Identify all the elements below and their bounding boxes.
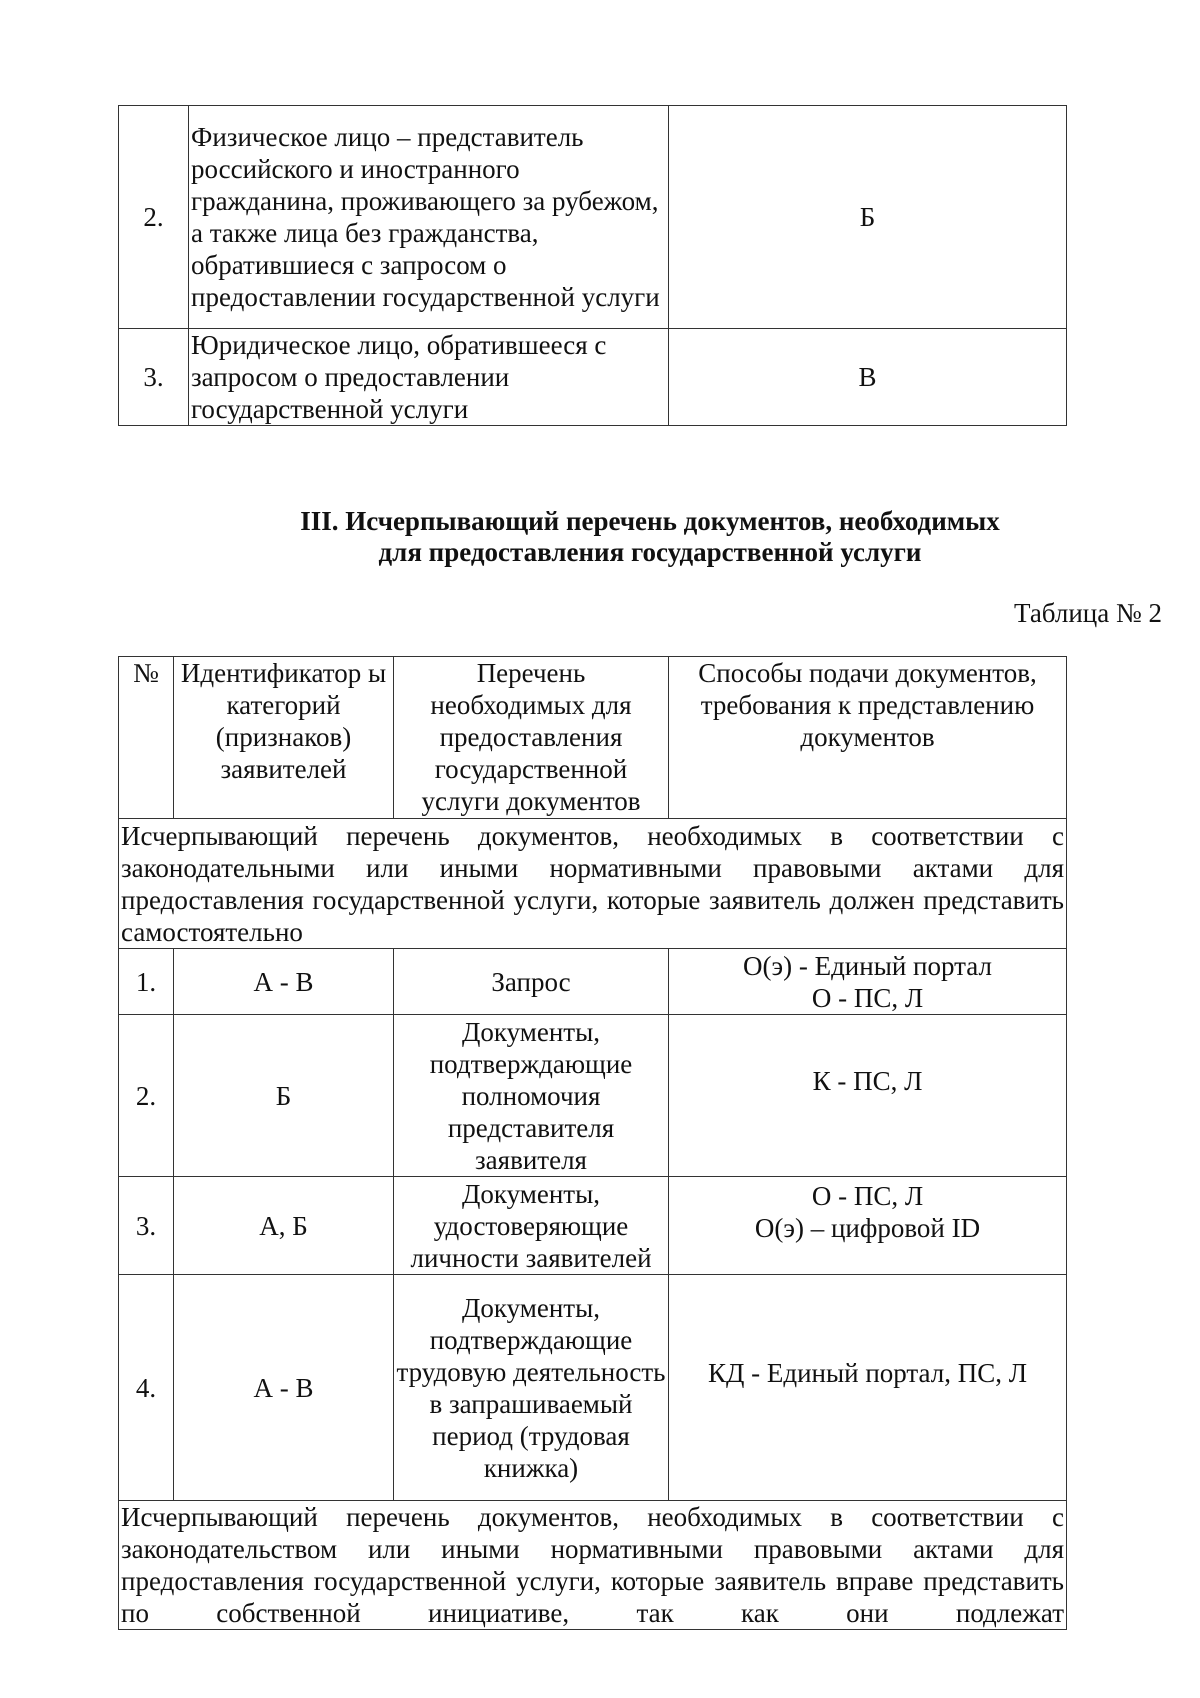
group-description: Исчерпывающий перечень документов, необходимых в соответствии с законодательными или иными нормативными правовыми актами для предоставления государственной услуги, которые заявитель должен представить самостоятельно bbox=[119, 819, 1067, 949]
method-line: К - ПС, Л bbox=[812, 1065, 923, 1096]
method-line: КД - Единый портал, ПС, Л bbox=[707, 1357, 1028, 1388]
row-number: 3. bbox=[119, 329, 189, 426]
documents-table bbox=[118, 656, 1067, 1630]
method-line: О(э) - Единый портал bbox=[743, 950, 992, 981]
category-code: В bbox=[669, 329, 1067, 426]
group-row bbox=[119, 819, 1067, 949]
group-row bbox=[119, 1501, 1067, 1630]
row-category: А - В bbox=[174, 949, 394, 1015]
row-number: 3. bbox=[119, 1177, 174, 1275]
row-number: 2. bbox=[119, 106, 189, 329]
table-row bbox=[119, 329, 1067, 426]
table-row bbox=[119, 949, 1067, 1015]
row-category: А - В bbox=[174, 1275, 394, 1501]
row-number: 4. bbox=[119, 1275, 174, 1501]
row-category: А, Б bbox=[174, 1177, 394, 1275]
method-line: О(э) – цифровой ID bbox=[754, 1212, 981, 1243]
table-caption: Таблица № 2 bbox=[1014, 598, 1162, 628]
row-method bbox=[669, 1177, 1067, 1275]
row-document: Документы, удостоверяющие личности заявителей bbox=[394, 1177, 669, 1275]
header-documents: Перечень необходимых для предоставления государственной услуги документов bbox=[394, 657, 669, 819]
header-methods: Способы подачи документов, требования к представлению документов bbox=[669, 657, 1067, 819]
row-number: 1. bbox=[119, 949, 174, 1015]
header-number: № bbox=[119, 657, 174, 819]
section-heading-line1: III. Исчерпывающий перечень документов, необходимых bbox=[300, 506, 1000, 536]
row-method bbox=[669, 1275, 1067, 1501]
row-document: Документы, подтверждающие полномочия представителя заявителя bbox=[394, 1015, 669, 1177]
category-description: Юридическое лицо, обратившееся с запросом о предоставлении государственной услуги bbox=[189, 329, 669, 426]
row-method bbox=[669, 1015, 1067, 1177]
category-code: Б bbox=[669, 106, 1067, 329]
table-row bbox=[119, 1015, 1067, 1177]
applicant-categories-table bbox=[118, 105, 1067, 426]
header-category: Идентификатор ы категорий (признаков) заявителей bbox=[174, 657, 394, 819]
method-line: О - ПС, Л bbox=[811, 1180, 924, 1211]
table-row bbox=[119, 106, 1067, 329]
method-line: О - ПС, Л bbox=[811, 982, 924, 1013]
row-document: Запрос bbox=[394, 949, 669, 1015]
row-method bbox=[669, 949, 1067, 1015]
category-description: Физическое лицо – представитель российского и иностранного гражданина, проживающего за рубежом, а также лица без гражданства, обратившиеся с запросом о предоставлении государственной услуги bbox=[189, 106, 669, 329]
section-heading bbox=[0, 506, 1200, 568]
table-row bbox=[119, 1177, 1067, 1275]
section-heading-line2: для предоставления государственной услуги bbox=[378, 537, 922, 567]
table-row bbox=[119, 1275, 1067, 1501]
group-description: Исчерпывающий перечень документов, необходимых в соответствии с законодательством или иными нормативными правовыми актами для предоставления государственной услуги, которые заявитель вправе представить по собственной инициативе, так как они подлежат bbox=[119, 1501, 1067, 1630]
row-number: 2. bbox=[119, 1015, 174, 1177]
row-document: Документы, подтверждающие трудовую деятельность в запрашиваемый период (трудовая книжка) bbox=[394, 1275, 669, 1501]
table-header-row bbox=[119, 657, 1067, 819]
row-category: Б bbox=[174, 1015, 394, 1177]
